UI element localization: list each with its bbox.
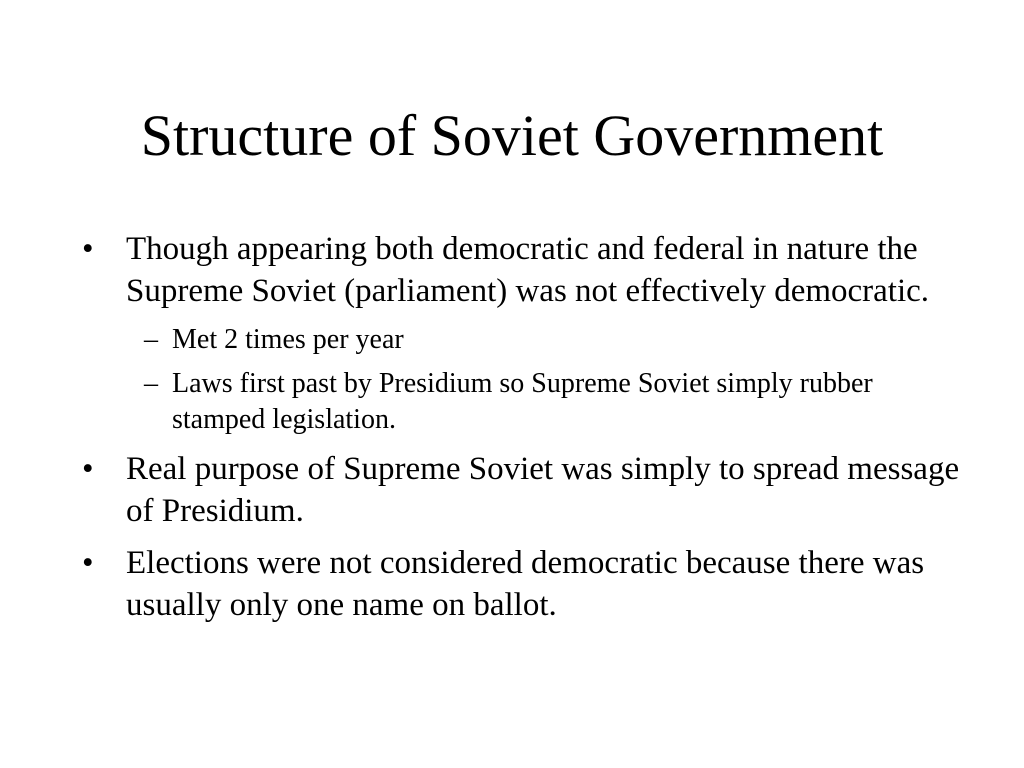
sub-bullet-item xyxy=(126,366,962,438)
bullet-text: Real purpose of Supreme Soviet was simply to spread message of Presidium. xyxy=(126,451,960,529)
slide-body xyxy=(82,228,962,636)
sub-bullet-text: Met 2 times per year xyxy=(172,324,404,355)
bullet-item xyxy=(82,542,962,626)
sub-bullet-marker: – xyxy=(144,368,158,399)
bullet-marker: • xyxy=(82,231,94,267)
bullet-marker: • xyxy=(82,451,94,487)
bullet-item xyxy=(82,228,962,312)
slide-title: Structure of Soviet Government xyxy=(140,103,884,168)
sub-bullet-list xyxy=(82,322,962,438)
sub-bullet-marker: – xyxy=(144,324,158,355)
bullet-text: Though appearing both democratic and federal in nature the Supreme Soviet (parliament) was not effectively democratic. xyxy=(126,231,930,309)
sub-bullet-text: Laws first past by Presidium so Supreme Soviet simply rubber stamped legislation. xyxy=(172,368,873,435)
bullet-marker: • xyxy=(82,545,94,581)
bullet-item xyxy=(82,448,962,532)
sub-bullet-item xyxy=(126,322,962,358)
bullet-text: Elections were not considered democratic because there was usually only one name on ballot. xyxy=(126,545,925,623)
